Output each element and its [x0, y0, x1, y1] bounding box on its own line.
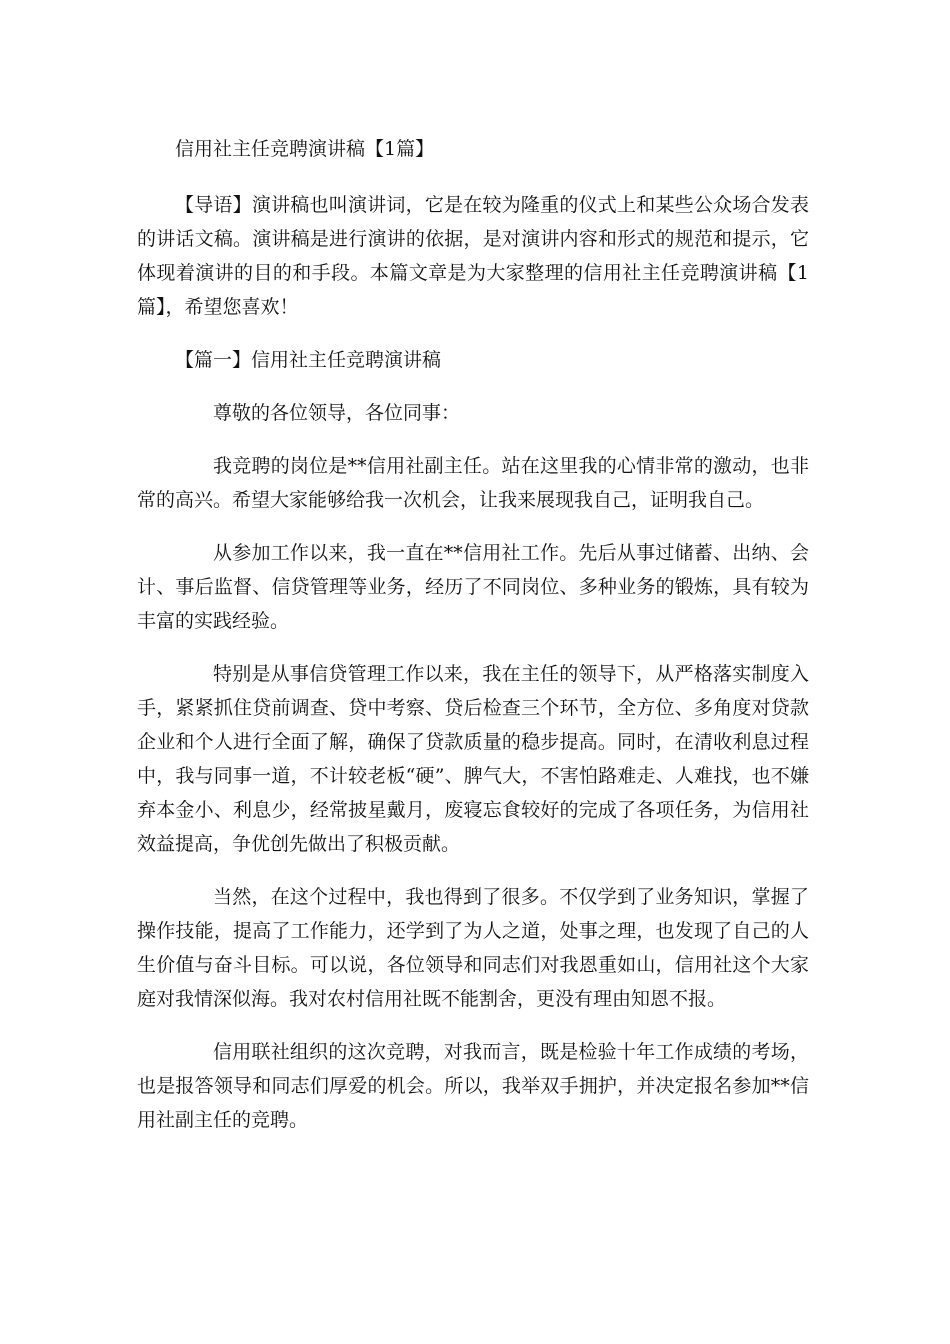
body-paragraph: 从参加工作以来，我一直在**信用社工作。先后从事过储蓄、出纳、会计、事后监督、信贷管理等业务，经历了不同岗位、多种业务的锻炼，具有较为丰富的实践经验。 [137, 542, 809, 632]
body-paragraph: 特别是从事信贷管理工作以来，我在主任的领导下，从严格落实制度入手，紧紧抓住贷前调查、贷中考察、贷后检查三个环节，全方位、多角度对贷款企业和个人进行全面了解，确保了贷款质量的稳步提高。同时，在清收利息过程中，我与同事一道，不计较老板“硬”、脾气大，不害怕路难走、人难找，也不嫌弃本金小、利息少，经常披星戴月，废寝忘食较好的完成了各项任务，为信用社效益提高，争优创先做出了积极贡献。 [137, 663, 809, 855]
section-heading: 【篇一】信用社主任竞聘演讲稿 [175, 349, 442, 371]
body-paragraph: 当然，在这个过程中，我也得到了很多。不仅学到了业务知识，掌握了操作技能，提高了工作能力，还学到了为人之道，处事之理，也发现了自己的人生价值与奋斗目标。可以说，各位领导和同志们对我恩重如山，信用社这个大家庭对我情深似海。我对农村信用社既不能割舍，更没有理由知恩不报。 [137, 886, 809, 1010]
document-title: 信用社主任竞聘演讲稿【1篇】 [175, 138, 435, 160]
intro-paragraph: 【导语】演讲稿也叫演讲词，它是在较为隆重的仪式上和某些公众场合发表的讲话文稿。演讲稿是进行演讲的依据，是对演讲内容和形式的规范和提示，它体现着演讲的目的和手段。本篇文章是为大家整理的信用社主任竞聘演讲稿【1篇】，希望您喜欢！ [137, 194, 809, 318]
body-paragraph: 信用联社组织的这次竞聘，对我而言，既是检验十年工作成绩的考场，也是报答领导和同志们厚爱的机会。所以，我举双手拥护，并决定报名参加**信用社副主任的竞聘。 [137, 1041, 809, 1131]
document-body [137, 132, 809, 1156]
body-paragraph: 我竞聘的岗位是**信用社副主任。站在这里我的心情非常的激动，也非常的高兴。希望大家能够给我一次机会，让我来展现我自己，证明我自己。 [137, 455, 809, 511]
salutation-paragraph: 尊敬的各位领导，各位同事： [213, 402, 461, 424]
